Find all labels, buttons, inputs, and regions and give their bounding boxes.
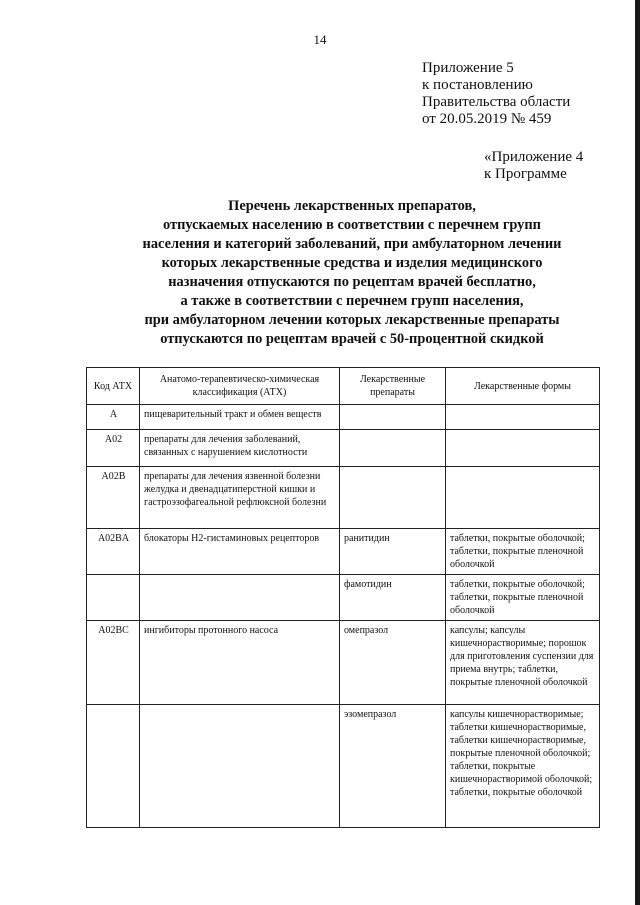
classification-cell: блокаторы Н2-гистаминовых рецепторов xyxy=(140,529,340,575)
appendix-line: Приложение 5 xyxy=(422,60,514,76)
title-line: отпускаются по рецептам врачей с 50-процентной скидкой xyxy=(160,331,544,347)
atc-code-cell: A02B xyxy=(87,467,140,529)
forms-cell: капсулы кишечнорастворимые; таблетки кишечнорастворимые, таблетки кишечнорастворимые, покрытые пленочной оболочкой; таблетки, покрытые кишечнорастворимой оболочкой; таблетки, покрытые оболочкой xyxy=(446,705,600,828)
table-row xyxy=(87,430,600,467)
program-line: «Приложение 4 xyxy=(484,149,584,165)
drug-list-table xyxy=(86,367,600,828)
forms-cell: таблетки, покрытые оболочкой; таблетки, покрытые пленочной оболочкой xyxy=(446,575,600,621)
appendix-line: от 20.05.2019 № 459 xyxy=(422,111,552,127)
header-drugs: Лекарственные препараты xyxy=(340,368,446,405)
drug-cell: эзомепразол xyxy=(340,705,446,828)
forms-cell: капсулы; капсулы кишечнорастворимые; порошок для приготовления суспензии для приема внутрь; таблетки, покрытые пленочной оболочкой xyxy=(446,621,600,705)
title-line: отпускаемых населению в соответствии с перечнем групп xyxy=(163,217,541,233)
header-dosage-forms: Лекарственные формы xyxy=(446,368,600,405)
table-header-row xyxy=(87,368,600,405)
table-row xyxy=(87,405,600,430)
classification-cell xyxy=(140,705,340,828)
appendix-reference xyxy=(422,60,570,128)
header-atc-classification: Анатомо-терапевтическо-химическая классификация (АТХ) xyxy=(140,368,340,405)
classification-cell: препараты для лечения заболеваний, связанных с нарушением кислотности xyxy=(140,430,340,467)
page-number: 14 xyxy=(313,32,327,47)
classification-cell: пищеварительный тракт и обмен веществ xyxy=(140,405,340,430)
atc-code-cell xyxy=(87,705,140,828)
forms-cell xyxy=(446,430,600,467)
drug-cell xyxy=(340,467,446,529)
atc-code-cell: A02BC xyxy=(87,621,140,705)
table-row xyxy=(87,575,600,621)
atc-code-cell: A02 xyxy=(87,430,140,467)
document-title xyxy=(80,197,624,349)
program-reference xyxy=(484,149,583,183)
atc-code-cell: А xyxy=(87,405,140,430)
atc-code-cell: A02BA xyxy=(87,529,140,575)
classification-cell: препараты для лечения язвенной болезни желудка и двенадцатиперстной кишки и гастроэзофагеальной рефлюксной болезни xyxy=(140,467,340,529)
table-row xyxy=(87,467,600,529)
classification-cell: ингибиторы протонного насоса xyxy=(140,621,340,705)
classification-cell xyxy=(140,575,340,621)
table-row xyxy=(87,621,600,705)
forms-cell xyxy=(446,405,600,430)
title-line: при амбулаторном лечении которых лекарственные препараты xyxy=(144,312,560,328)
forms-cell xyxy=(446,467,600,529)
atc-code-cell xyxy=(87,575,140,621)
drug-cell: фамотидин xyxy=(340,575,446,621)
appendix-line: к постановлению xyxy=(422,77,533,93)
drug-cell: омепразол xyxy=(340,621,446,705)
scan-border xyxy=(635,0,640,905)
title-line: населения и категорий заболеваний, при амбулаторном лечении xyxy=(142,236,562,252)
title-line: которых лекарственные средства и изделия медицинского xyxy=(161,255,543,271)
program-line: к Программе xyxy=(484,166,567,182)
forms-cell: таблетки, покрытые оболочкой; таблетки, покрытые пленочной оболочкой xyxy=(446,529,600,575)
appendix-line: Правительства области xyxy=(422,94,571,110)
drug-cell xyxy=(340,405,446,430)
table-row xyxy=(87,529,600,575)
title-line: Перечень лекарственных препаратов, xyxy=(228,198,476,214)
drug-cell xyxy=(340,430,446,467)
title-line: а также в соответствии с перечнем групп населения, xyxy=(180,293,524,309)
drug-cell: ранитидин xyxy=(340,529,446,575)
header-atc-code: Код АТХ xyxy=(87,368,140,405)
title-line: назначения отпускаются по рецептам врачей бесплатно, xyxy=(168,274,536,290)
table-row xyxy=(87,705,600,828)
